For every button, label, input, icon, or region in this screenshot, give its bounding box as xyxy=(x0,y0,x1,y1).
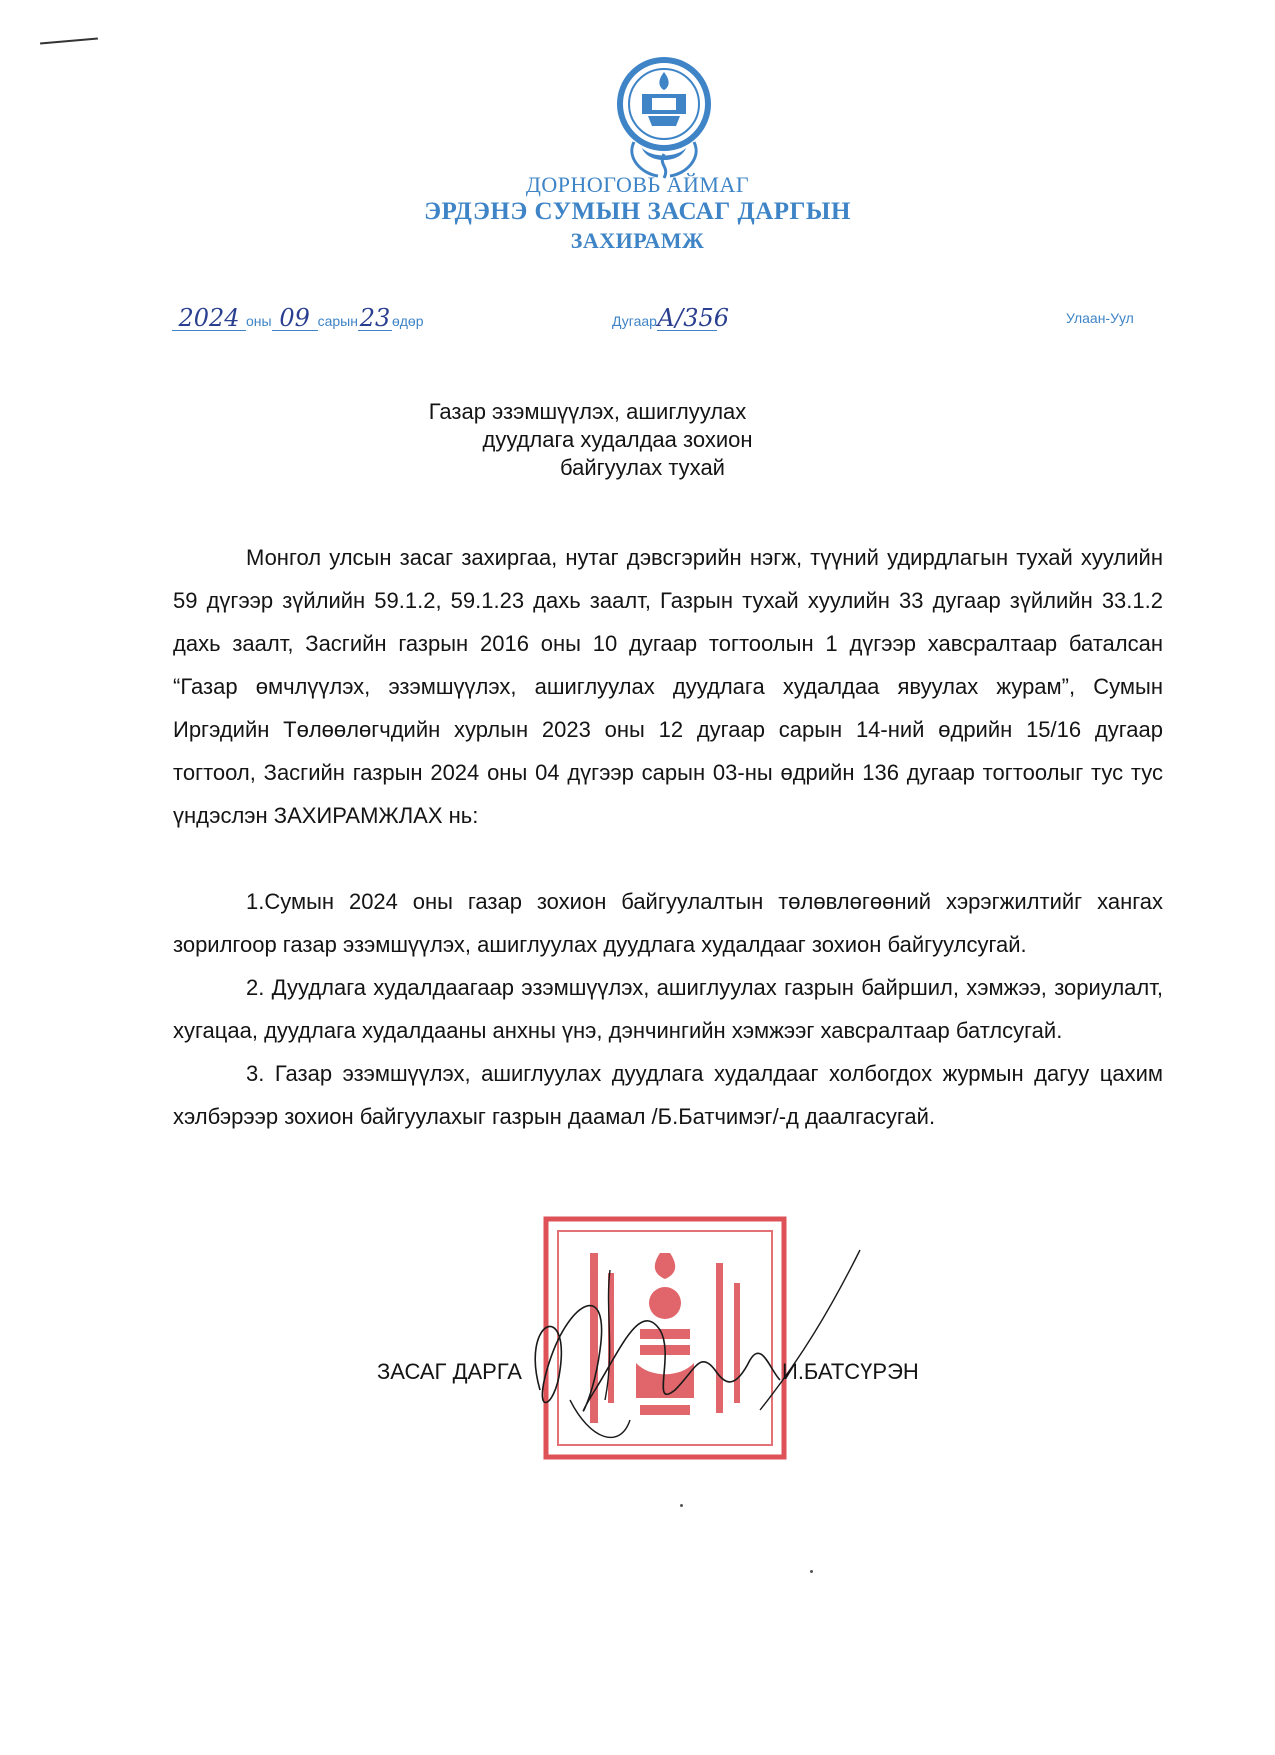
order-item-1: 1.Сумын 2024 оны газар зохион байгуулалтын төлөвлөгөөний хэрэгжилтийг хангах зорилгоор газар эзэмшүүлэх, ашиглуулах дуудлага худалдааг зохион байгуулсугай. xyxy=(173,889,1163,957)
order-item-2: 2. Дуудлага худалдаагаар эзэмшүүлэх, ашиглуулах газрын байршил, хэмжээ, зориулалт, хугацаа, дуудлага худалдааны анхны үнэ, дэнчингийн хэмжээг хавсралтаар батлсугай. xyxy=(173,975,1163,1043)
preamble-paragraph: Монгол улсын засаг захиргаа, нутаг дэвсгэрийн нэгж, түүний удирдлагын тухай хуулийн 59 дүгээр зүйлийн 59.1.2, 59.1.23 дахь заалт, Газрын тухай хуулийн 33 дугаар зүйлийн 33.1.2 дахь заалт, Засгийн газрын 2016 оны 10 дугаар тогтоолын 1 дүгээр хавсралтаар баталсан “Газар өмчлүүлэх, эзэмшүүлэх, ашиглуулах дуудлага худалдаа явуулах журам”, Сумын Иргэдийн Төлөөлөгчдийн хурлын 2023 оны 12 дугаар сарын 14-ний өдрийн 15/16 дугаар тогтоол, Засгийн газрын 2024 оны 04 дүгээр сарын 03-ны өдрийн 136 дугаар тогтоолыг тус тус үндэслэн ЗАХИРАМЖЛАХ нь: xyxy=(173,545,1163,828)
document-type: ЗАХИРАМЖ xyxy=(570,228,705,253)
date-day-label: өдөр xyxy=(391,313,424,329)
corner-scan-mark xyxy=(40,37,98,44)
date-month-label: сарын xyxy=(317,313,358,329)
date-year-label: оны xyxy=(246,313,272,329)
title-line-1: Газар эзэмшүүлэх, ашиглуулах xyxy=(428,399,747,424)
title-line-3: байгуулах тухай xyxy=(560,455,725,480)
number-label: Дугаар xyxy=(612,313,657,329)
scan-speck xyxy=(810,1570,813,1573)
soyombo-emblem-icon xyxy=(612,54,716,184)
title-line-2: дуудлага худалдаа зохион xyxy=(482,427,753,452)
date-day: 23 xyxy=(359,304,391,332)
document-place: Улаан-Уул xyxy=(1066,310,1134,326)
document-title xyxy=(0,398,1275,482)
document-date xyxy=(172,306,424,331)
number-value: А/356 xyxy=(656,304,730,332)
handwritten-signature xyxy=(500,1240,880,1460)
signer-name: И.БАТСҮРЭН xyxy=(782,1359,919,1384)
date-month: 09 xyxy=(272,306,318,331)
org-aimag: ДОРНОГОВЬ АЙМАГ xyxy=(525,172,750,197)
order-item-3: 3. Газар эзэмшүүлэх, ашиглуулах дуудлага худалдааг холбогдох журмын дагуу цахим хэлбэрээр зохион байгуулахыг газрын даамал /Б.Батчимэг/-д даалгасугай. xyxy=(173,1061,1163,1129)
org-soum: ЭРДЭНЭ СУМЫН ЗАСАГ ДАРГЫН xyxy=(424,198,851,225)
scan-speck xyxy=(680,1504,683,1507)
document-number xyxy=(612,304,730,332)
signer-position: ЗАСАГ ДАРГА xyxy=(377,1359,522,1384)
date-year: 2024 xyxy=(172,306,246,331)
document-body xyxy=(173,536,1163,1138)
